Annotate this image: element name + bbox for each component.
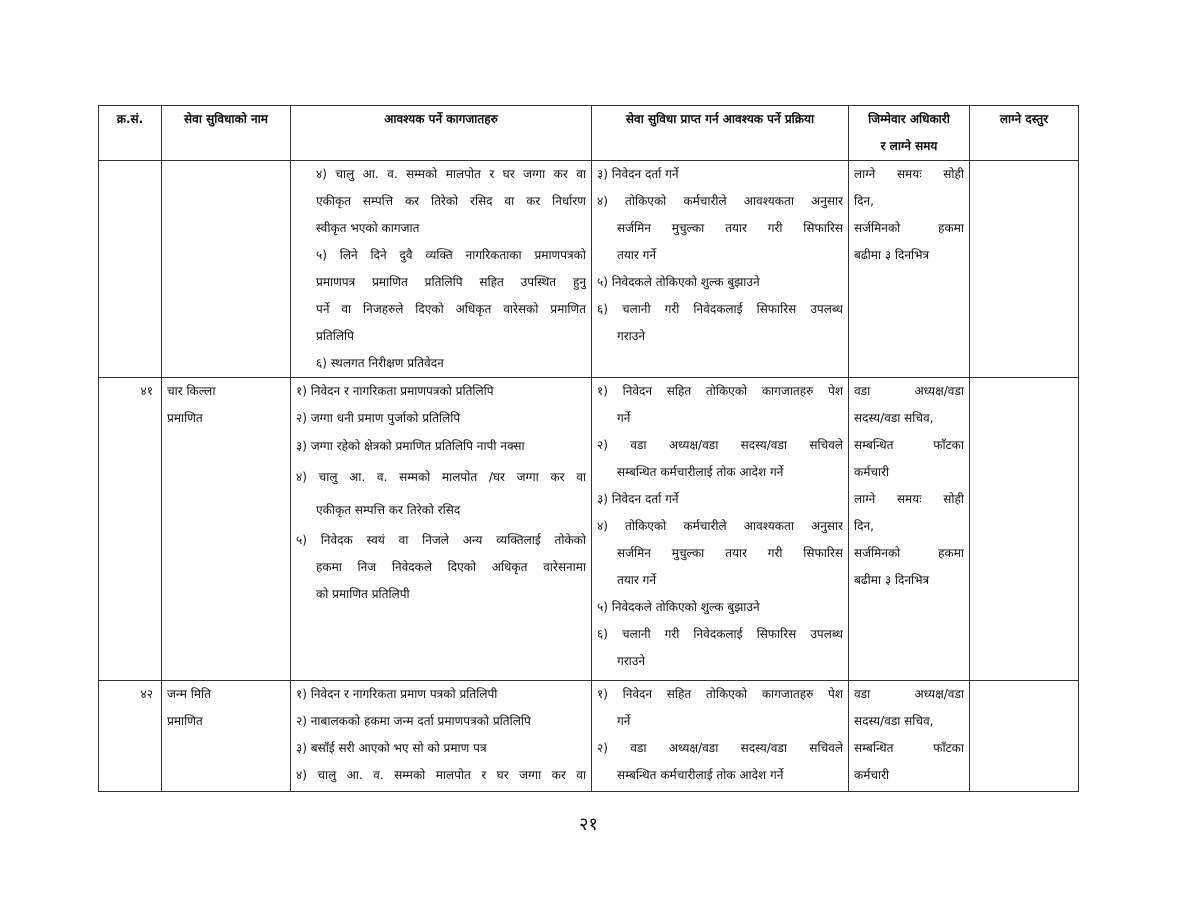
doc-line: हकमा निज निवेदकले दिएको अधिकृत वारेसनामा [316,560,586,574]
process-cell [592,378,849,681]
service-name-cell [162,378,291,681]
doc-line: एकीकृत सम्पत्ति कर तिरेको रसिद वा कर निर्धारण [316,194,586,208]
process-line: ३) निवेदन दर्ता गर्ने [597,167,679,181]
process-line: ४) तोकिएको कर्मचारीले आवश्यकता अनुसार [597,194,843,208]
header-authority-line-1: जिम्मेवार अधिकारी [868,112,950,126]
process-line: ५) निवेदकले तोकिएको शुल्क बुझाउने [597,275,760,289]
service-name-line: प्रमाणित [167,714,203,728]
process-line: सर्जमिन मुचुल्का तयार गरी सिफारिस [617,221,843,235]
authority-line: वडा अध्यक्ष/वडा [854,384,964,398]
doc-line: ४) चालु आ. व. सम्मको मालपोत र घर जग्गा कर वा [296,768,586,782]
authority-line: सदस्य/वडा सचिव, [854,411,934,425]
serial-cell [99,161,162,378]
doc-line: पर्ने वा निजहरुले दिएको अधिकृत वारेसको प्रमाणित [316,302,586,316]
fee-cell [970,378,1079,681]
process-line: १) निवेदन सहित तोकिएको कागजातहरु पेश [597,384,843,398]
header-required-documents: आवश्यक पर्ने कागजातहरु [291,106,592,161]
authority-line: कर्मचारी [854,768,890,782]
process-line: गराउने [617,329,646,343]
process-line: गर्ने [617,714,631,728]
fee-cell [970,161,1079,378]
doc-line: ३) जग्गा रहेको क्षेत्रको प्रमाणित प्रतिलिपि नापी नक्सा [296,439,525,453]
doc-line: ४) चालु आ. व. सम्मको मालपोत /घर जग्गा कर वा [296,470,586,484]
process-line: १) निवेदन सहित तोकिएको कागजातहरु पेश [597,687,843,701]
authority-line: सदस्य/वडा सचिव, [854,714,934,728]
doc-line: ५) निवेदक स्वयं वा निजले अन्य व्यक्तिलाई तोकेको [296,533,586,547]
process-cell [592,681,849,792]
fee-cell [970,681,1079,792]
process-line: सम्बन्धित कर्मचारीलाई तोक आदेश गर्ने [617,768,784,782]
service-name-cell [162,681,291,792]
authority-line: सम्बन्धित फाँटका [854,438,964,452]
authority-line: बढीमा ३ दिनभित्र [854,573,930,587]
process-line: ६) चलानी गरी निवेदकलाई सिफारिस उपलब्ध [597,627,843,641]
authority-line: बढीमा ३ दिनभित्र [854,248,930,262]
documents-cell [291,681,592,792]
doc-line: २) जग्गा धनी प्रमाण पुर्जाको प्रतिलिपि [296,411,461,425]
page-number: २१ [579,814,598,835]
process-line: गर्ने [617,411,631,425]
process-cell [592,161,849,378]
authority-line: दिन, [854,194,874,208]
doc-line: एकीकृत सम्पत्ति कर तिरेको रसिद [316,503,461,517]
process-line: तयार गर्ने [617,248,657,262]
header-fee: लाग्ने दस्तुर [970,106,1079,161]
process-line: ६) चलानी गरी निवेदकलाई सिफारिस उपलब्ध [597,302,843,316]
authority-cell [849,378,970,681]
doc-line: १) निवेदन र नागरिकता प्रमाणपत्रको प्रतिलिपि [296,384,494,398]
doc-line: ३) बसाँई सरी आएको भए सो को प्रमाण पत्र [296,741,487,755]
header-row [99,106,1079,161]
doc-line: ६) स्थलगत निरीक्षण प्रतिवेदन [316,356,444,370]
authority-line: लाग्ने समयः सोही [854,167,964,181]
doc-line: स्वीकृत भएको कागजात [316,221,420,235]
doc-line: १) निवेदन र नागरिकता प्रमाण पत्रको प्रतिलिपी [296,687,498,701]
authority-cell [849,161,970,378]
documents-cell [291,378,592,681]
doc-line: को प्रमाणित प्रतिलिपी [316,587,410,601]
header-responsible-authority [849,106,970,161]
authority-cell [849,681,970,792]
process-line: २) वडा अध्यक्ष/वडा सदस्य/वडा सचिवले [597,438,843,452]
process-line: ३) निवेदन दर्ता गर्ने [597,492,679,506]
process-line: गराउने [617,654,646,668]
service-name-line: चार किल्ला [167,384,216,398]
table-row [99,161,1079,378]
doc-line: ४) चालु आ. व. सम्मको मालपोत र घर जग्गा कर वा [316,167,586,181]
process-line: ५) निवेदकले तोकिएको शुल्क बुझाउने [597,600,760,614]
services-table [98,105,1079,792]
process-line: २) वडा अध्यक्ष/वडा सदस्य/वडा सचिवले [597,741,843,755]
authority-line: सर्जमिनको हकमा [854,221,964,235]
doc-line: प्रतिलिपि [316,329,354,343]
header-process: सेवा सुविधा प्राप्त गर्न आवश्यक पर्ने प्रक्रिया [592,106,849,161]
process-line: सम्बन्धित कर्मचारीलाई तोक आदेश गर्ने [617,465,784,479]
service-name-line: प्रमाणित [167,411,203,425]
doc-line: २) नाबालकको हकमा जन्म दर्ता प्रमाणपत्रको प्रतिलिपि [296,714,531,728]
table-row [99,378,1079,681]
header-service-name: सेवा सुविधाको नाम [162,106,291,161]
authority-line: सर्जमिनको हकमा [854,546,964,560]
serial-cell: ४२ [99,681,162,792]
authority-line: वडा अध्यक्ष/वडा [854,687,964,701]
documents-cell [291,161,592,378]
doc-line: प्रमाणपत्र प्रमाणित प्रतिलिपि सहित उपस्थित हुनु [316,275,586,289]
authority-line: कर्मचारी [854,465,890,479]
service-name-cell [162,161,291,378]
process-line: ४) तोकिएको कर्मचारीले आवश्यकता अनुसार [597,519,843,533]
header-authority-line-2: र लाग्ने समय [880,139,938,153]
authority-line: सम्बन्धित फाँटका [854,741,964,755]
table-row [99,681,1079,792]
authority-line: लाग्ने समयः सोही [854,492,964,506]
process-line: तयार गर्ने [617,573,657,587]
header-serial: क्र.सं. [99,106,162,161]
authority-line: दिन, [854,519,874,533]
doc-line: ५) लिने दिने दुवै व्यक्ति नागरिकताका प्रमाणपत्रको [316,248,586,262]
process-line: सर्जमिन मुचुल्का तयार गरी सिफारिस [617,546,843,560]
serial-cell: ४१ [99,378,162,681]
service-name-line: जन्म मिति [167,687,211,701]
